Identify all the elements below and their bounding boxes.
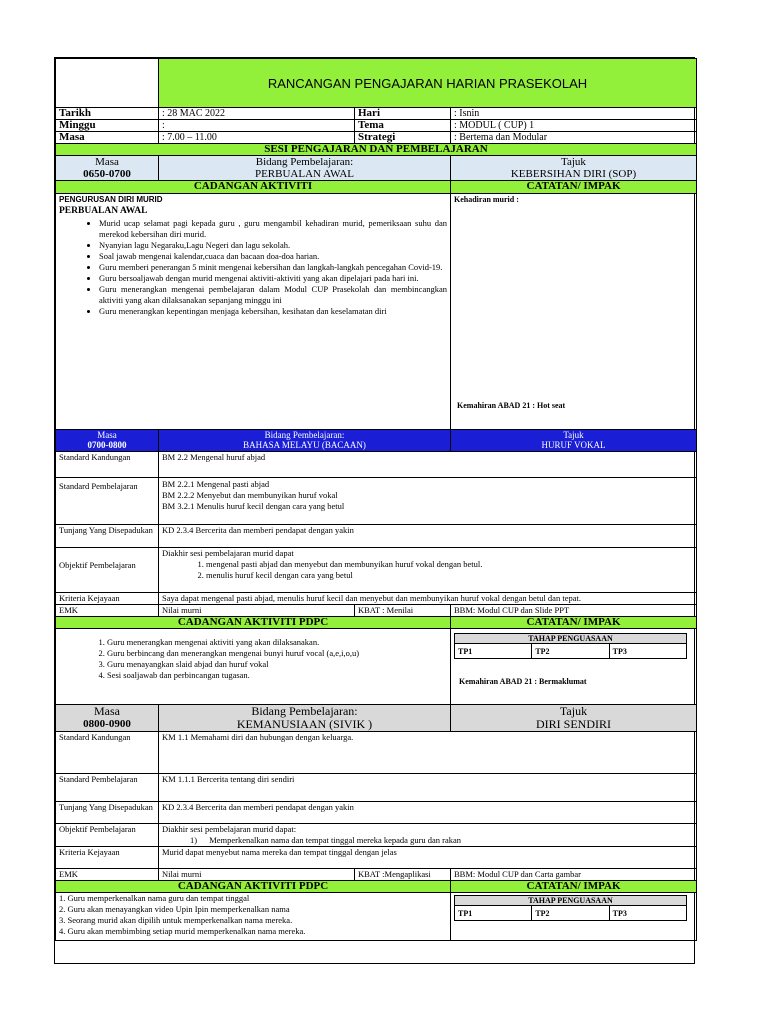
s3-objektif-line bbox=[162, 835, 693, 846]
s1-aktiviti-header: CADANGAN AKTIVITI bbox=[56, 181, 451, 194]
s1-activities-cell bbox=[56, 194, 451, 430]
s3-tp3: TP3 bbox=[609, 906, 686, 921]
tarikh-value: : 28 MAC 2022 bbox=[159, 108, 355, 120]
s2-kemahiran: Kemahiran ABAD 21 : Bermaklumat bbox=[459, 677, 587, 686]
tema-value: : MODUL ( CUP) 1 bbox=[451, 120, 697, 132]
s2-masa-label: Masa bbox=[97, 430, 117, 440]
s2-tunjang-value: KD 2.3.4 Bercerita dan memberi pendapat dengan yakin bbox=[159, 525, 697, 548]
s1-tajuk-label: Tajuk bbox=[561, 156, 586, 168]
list-item: 2. Guru akan menayangkan video Upin Ipin memperkenalkan nama bbox=[59, 904, 290, 914]
minggu-label: Minggu bbox=[56, 120, 159, 132]
strategi-value: : Bertema dan Modular bbox=[451, 132, 697, 144]
s3-tahap-table bbox=[454, 895, 687, 921]
s2-objektif-intro: Diakhir sesi pembelajaran murid dapat bbox=[162, 548, 294, 558]
s3-masa-cell bbox=[56, 705, 159, 732]
list-item: 1. Guru memperkenalkan nama guru dan tempat tinggal bbox=[59, 893, 250, 903]
s2-bbm-value: BBM: Modul CUP dan Slide PPT bbox=[451, 605, 697, 617]
s2-sp-label: Standard Pembelajaran bbox=[56, 478, 159, 525]
s3-tp2: TP2 bbox=[532, 906, 609, 921]
s3-tp1: TP1 bbox=[455, 906, 532, 921]
s2-masa-cell bbox=[56, 430, 159, 452]
s2-tunjang-label: Tunjang Yang Disepadukan bbox=[56, 525, 159, 548]
s1-masa-cell bbox=[56, 156, 159, 181]
s2-kriteria-label: Kriteria Kejayaan bbox=[56, 593, 159, 605]
s3-kriteria-value: Murid dapat menyebut nama mereka dan tempat tinggal dengan jelas bbox=[159, 847, 697, 869]
s3-bbm-value: BBM: Modul CUP dan Carta gambar bbox=[451, 869, 697, 881]
s2-tahap-header: TAHAP PENGUASAAN bbox=[455, 634, 687, 644]
s2-activities-cell bbox=[56, 629, 451, 705]
s2-bidang-cell bbox=[159, 430, 451, 452]
s2-kbat-value: KBAT : Menilai bbox=[355, 605, 451, 617]
s1-kemahiran: Kemahiran ABAD 21 : Hot seat bbox=[457, 401, 566, 410]
hari-value: : Isnin bbox=[451, 108, 697, 120]
s3-objektif-cell bbox=[159, 824, 697, 847]
s2-emk-value: Nilai murni bbox=[159, 605, 355, 617]
s2-sp-line: BM 2.2.2 Menyebut dan membunyikan huruf vokal bbox=[162, 490, 338, 500]
s2-activity-list bbox=[59, 637, 447, 681]
s2-emk-label: EMK bbox=[56, 605, 159, 617]
header-blank-cell bbox=[56, 59, 159, 108]
s2-sk-value: BM 2.2 Mengenal huruf abjad bbox=[159, 452, 697, 478]
masa-label: Masa bbox=[56, 132, 159, 144]
hari-label: Hari bbox=[355, 108, 451, 120]
s3-tajuk-cell bbox=[451, 705, 697, 732]
s2-tp2: TP2 bbox=[532, 644, 609, 659]
list-item: • Soal jawab mengenai kalendar,cuaca dan bacaan doa-doa harian. bbox=[99, 251, 447, 262]
s3-emk-label: EMK bbox=[56, 869, 159, 881]
s2-tajuk-cell bbox=[451, 430, 697, 452]
s3-catatan-cell bbox=[451, 893, 697, 941]
s2-objektif-list bbox=[162, 559, 693, 581]
list-item: 1. mengenal pasti abjad dan menyebut dan membunyikan huruf vokal dengan betul. bbox=[206, 559, 693, 570]
s3-tunjang-label: Tunjang Yang Disepadukan bbox=[56, 802, 159, 824]
s3-tahap-header: TAHAP PENGUASAAN bbox=[455, 896, 687, 906]
list-item: • Guru menerangkan kepentingan menjaga kebersihan, kesihatan dan keselamatan diri bbox=[99, 306, 447, 317]
list-item: • Nyanyian lagu Negaraku,Lagu Negeri dan lagu sekolah. bbox=[99, 240, 447, 251]
s3-objektif-text: Memperkenalkan nama dan tempat tinggal mereka kepada guru dan rakan bbox=[209, 835, 462, 845]
s3-kriteria-label: Kriteria Kejayaan bbox=[56, 847, 159, 869]
s3-masa-value: 0800-0900 bbox=[83, 718, 131, 730]
list-item: • Murid ucap selamat pagi kepada guru , guru mengambil kehadiran murid, pemeriksaan suhu dan merekod kebersihan diri murid. bbox=[99, 218, 447, 240]
s3-emk-value: Nilai murni bbox=[159, 869, 355, 881]
list-item: • Guru bersoaljawab dengan murid mengenai aktiviti-aktiviti yang akan dipelajari pada hari ini. bbox=[99, 273, 447, 284]
s1-catatan-cell bbox=[451, 194, 697, 430]
s3-bidang-value: KEMANUSIAAN (SIVIK ) bbox=[236, 717, 373, 731]
list-item: 3. Seorang murid akan dipilih untuk memperkenalkan nama mereka. bbox=[59, 915, 293, 925]
s2-tp1: TP1 bbox=[455, 644, 532, 659]
s3-kbat-value: KBAT :Mengaplikasi bbox=[355, 869, 451, 881]
s3-sp-label: Standard Pembelajaran bbox=[56, 774, 159, 802]
s2-objektif-label: Objektif Pembelajaran bbox=[56, 548, 159, 593]
lesson-plan-page bbox=[54, 57, 695, 964]
s3-masa-label: Masa bbox=[94, 704, 120, 718]
s3-sk-label: Standard Kandungan bbox=[56, 732, 159, 774]
s3-tajuk-label: Tajuk bbox=[559, 704, 588, 718]
s2-tajuk-label: Tajuk bbox=[563, 430, 584, 440]
s2-aktiviti-header: CADANGAN AKTIVITI PDPC bbox=[56, 617, 451, 629]
s1-catatan-header: CATATAN/ IMPAK bbox=[451, 181, 697, 194]
s1-masa-value: 0650-0700 bbox=[83, 168, 131, 180]
s2-bidang-value: BAHASA MELAYU (BACAAN) bbox=[243, 440, 366, 450]
s1-tajuk-value: KEBERSIHAN DIRI (SOP) bbox=[510, 168, 637, 180]
list-item: 4. Sesi soaljawab dan perbincangan tugasan. bbox=[107, 670, 447, 681]
minggu-value: : bbox=[159, 120, 355, 132]
s2-kriteria-value: Saya dapat mengenal pasti abjad, menulis huruf kecil dan menyebut dan membunyikan huruf vokal dengan betul dan tepat. bbox=[159, 593, 697, 605]
s3-objektif-num: 1) bbox=[190, 835, 198, 845]
s3-sk-value: KM 1.1 Memahami diri dan hubungan dengan keluarga. bbox=[159, 732, 697, 774]
masa-value: : 7.00 – 11.00 bbox=[159, 132, 355, 144]
s3-objektif-intro: Diakhir sesi pembelajaran murid dapat: bbox=[162, 824, 297, 834]
s1-perbualan-heading: PERBUALAN AWAL bbox=[59, 206, 148, 216]
s2-sk-label: Standard Kandungan bbox=[56, 452, 159, 478]
list-item: • Guru menerangkan mengenai pembelajaran dalam Modul CUP Prasekolah dan membincangkan aktiviti yang akan dilaksanakan sepanjang minggu ini bbox=[99, 284, 447, 306]
sesi-title: SESI PENGAJARAN DAN PEMBELAJARAN bbox=[56, 144, 697, 156]
s1-activity-list bbox=[59, 218, 447, 317]
tarikh-label: Tarikh bbox=[56, 108, 159, 120]
s2-bidang-label: Bidang Pembelajaran: bbox=[264, 430, 345, 440]
s1-pengurusan-heading: PENGURUSAN DIRI MURID bbox=[59, 195, 163, 204]
list-item: 2. Guru berbincang dan menerangkan mengenai bunyi huruf vocal (a,e,i,o,u) bbox=[107, 648, 447, 659]
s2-sp-line: BM 2.2.1 Mengenal pasti abjad bbox=[162, 479, 270, 489]
s1-kehadiran: Kehadiran murid : bbox=[454, 195, 519, 204]
s1-tajuk-cell bbox=[451, 156, 697, 181]
list-item: 1. Guru menerangkan mengenai aktiviti yang akan dilaksanakan. bbox=[107, 637, 447, 648]
s3-sp-value: KM 1.1.1 Bercerita tentang diri sendiri bbox=[159, 774, 697, 802]
s2-objektif-cell bbox=[159, 548, 697, 593]
list-item: 3. Guru menayangkan slaid abjad dan huruf vokal bbox=[107, 659, 447, 670]
s3-bidang-cell bbox=[159, 705, 451, 732]
list-item: 4. Guru akan membimbing setiap murid memperkenalkan nama mereka. bbox=[59, 926, 306, 936]
s3-tunjang-value: KD 2.3.4 Bercerita dan memberi pendapat dengan yakin bbox=[159, 802, 697, 824]
s2-masa-value: 0700-0800 bbox=[87, 440, 127, 450]
s1-masa-label: Masa bbox=[95, 156, 119, 168]
s2-tp3: TP3 bbox=[609, 644, 686, 659]
s3-activities-cell bbox=[56, 893, 451, 941]
s3-objektif-label: Objektif Pembelajaran bbox=[56, 824, 159, 847]
list-item: 2. menulis huruf kecil dengan cara yang betul bbox=[206, 570, 693, 581]
lesson-plan-table bbox=[55, 58, 697, 941]
s3-aktiviti-header: CADANGAN AKTIVITI PDPC bbox=[56, 881, 451, 893]
s3-bidang-label: Bidang Pembelajaran: bbox=[251, 704, 358, 718]
s2-sp-cell bbox=[159, 478, 697, 525]
page-title: RANCANGAN PENGAJARAN HARIAN PRASEKOLAH bbox=[159, 59, 697, 108]
s2-tahap-table bbox=[454, 633, 687, 659]
tema-label: Tema bbox=[355, 120, 451, 132]
list-item: • Guru memberi penerangan 5 minit mengenai kebersihan dan langkah-langkah pencegahan Covid-19. bbox=[99, 262, 447, 273]
s3-catatan-header: CATATAN/ IMPAK bbox=[451, 881, 697, 893]
strategi-label: Strategi bbox=[355, 132, 451, 144]
s2-catatan-cell bbox=[451, 629, 697, 705]
s1-bidang-value: PERBUALAN AWAL bbox=[254, 168, 355, 180]
s2-tajuk-value: HURUF VOKAL bbox=[541, 440, 606, 450]
s2-sp-line: BM 3.2.1 Menulis huruf kecil dengan cara yang betul bbox=[162, 501, 345, 511]
s2-catatan-header: CATATAN/ IMPAK bbox=[451, 617, 697, 629]
s3-tajuk-value: DIRI SENDIRI bbox=[536, 717, 611, 731]
s1-bidang-cell bbox=[159, 156, 451, 181]
s1-bidang-label: Bidang Pembelajaran: bbox=[255, 156, 354, 168]
